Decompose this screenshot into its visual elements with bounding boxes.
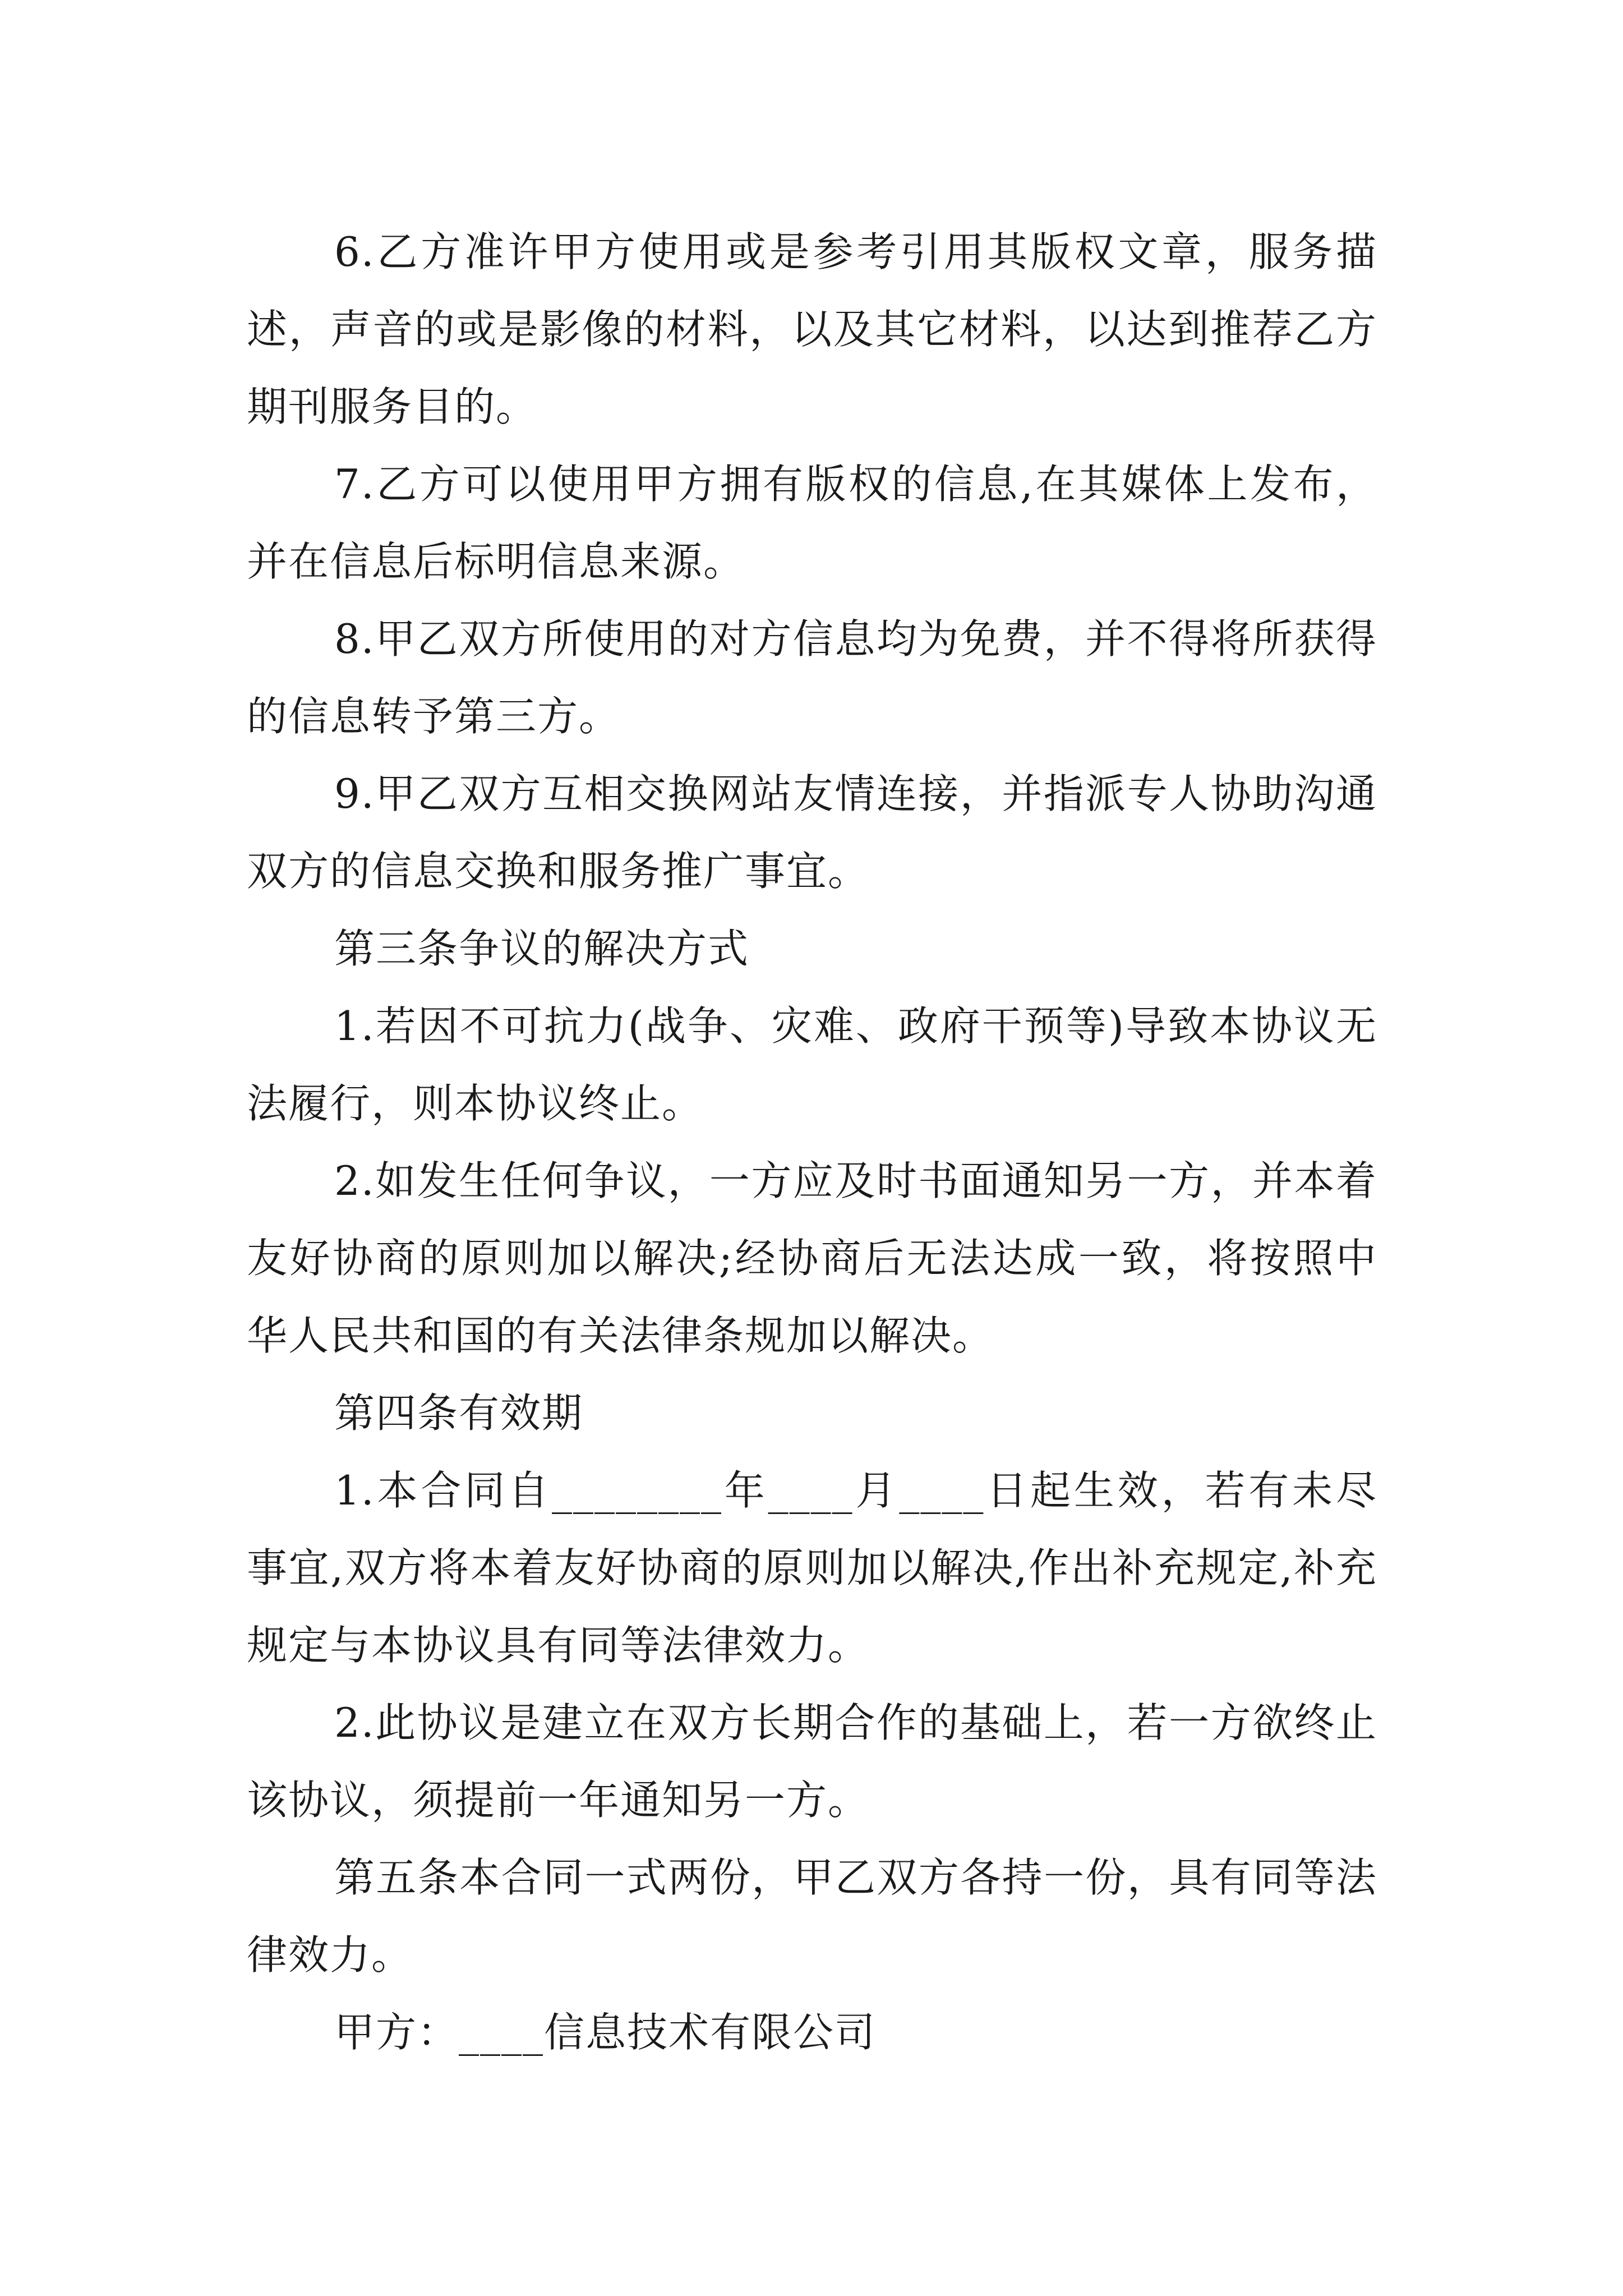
article-4-clause-1: 1.本合同自________年____月____日起生效，若有未尽事宜,双方将本着友好协商的原则加以解决,作出补充规定,补充规定与本协议具有同等法律效力。 (247, 1467, 1377, 1669)
clause-6: 6.乙方准许甲方使用或是参考引用其版权文章，服务描述，声音的或是影像的材料，以及其它材料，以达到推荐乙方期刊服务目的。 (247, 228, 1377, 430)
clause-7: 7.乙方可以使用甲方拥有版权的信息,在其媒体上发布，并在信息后标明信息来源。 (247, 461, 1377, 585)
article-4-heading: 第四条有效期 (334, 1389, 584, 1437)
document-body (247, 213, 1377, 2071)
article-5: 第五条本合同一式两份，甲乙双方各持一份，具有同等法律效力。 (247, 1854, 1377, 1978)
clause-8: 8.甲乙双方所使用的对方信息均为免费，并不得将所获得的信息转予第三方。 (247, 615, 1377, 740)
article-3-heading: 第三条争议的解决方式 (334, 925, 750, 972)
article-4-clause-2: 2.此协议是建立在双方长期合作的基础上，若一方欲终止该协议，须提前一年通知另一方。 (247, 1699, 1377, 1824)
party-a-signature-line: 甲方：____信息技术有限公司 (334, 2009, 877, 2056)
clause-9: 9.甲乙双方互相交换网站友情连接，并指派专人协助沟通双方的信息交换和服务推广事宜。 (247, 770, 1377, 895)
article-3-clause-2: 2.如发生任何争议，一方应及时书面通知另一方，并本着友好协商的原则加以解决;经协商后无法达成一致，将按照中华人民共和国的有关法律条规加以解决。 (247, 1157, 1377, 1359)
article-3-clause-1: 1.若因不可抗力(战争、灾难、政府干预等)导致本协议无法履行，则本协议终止。 (247, 1002, 1377, 1127)
